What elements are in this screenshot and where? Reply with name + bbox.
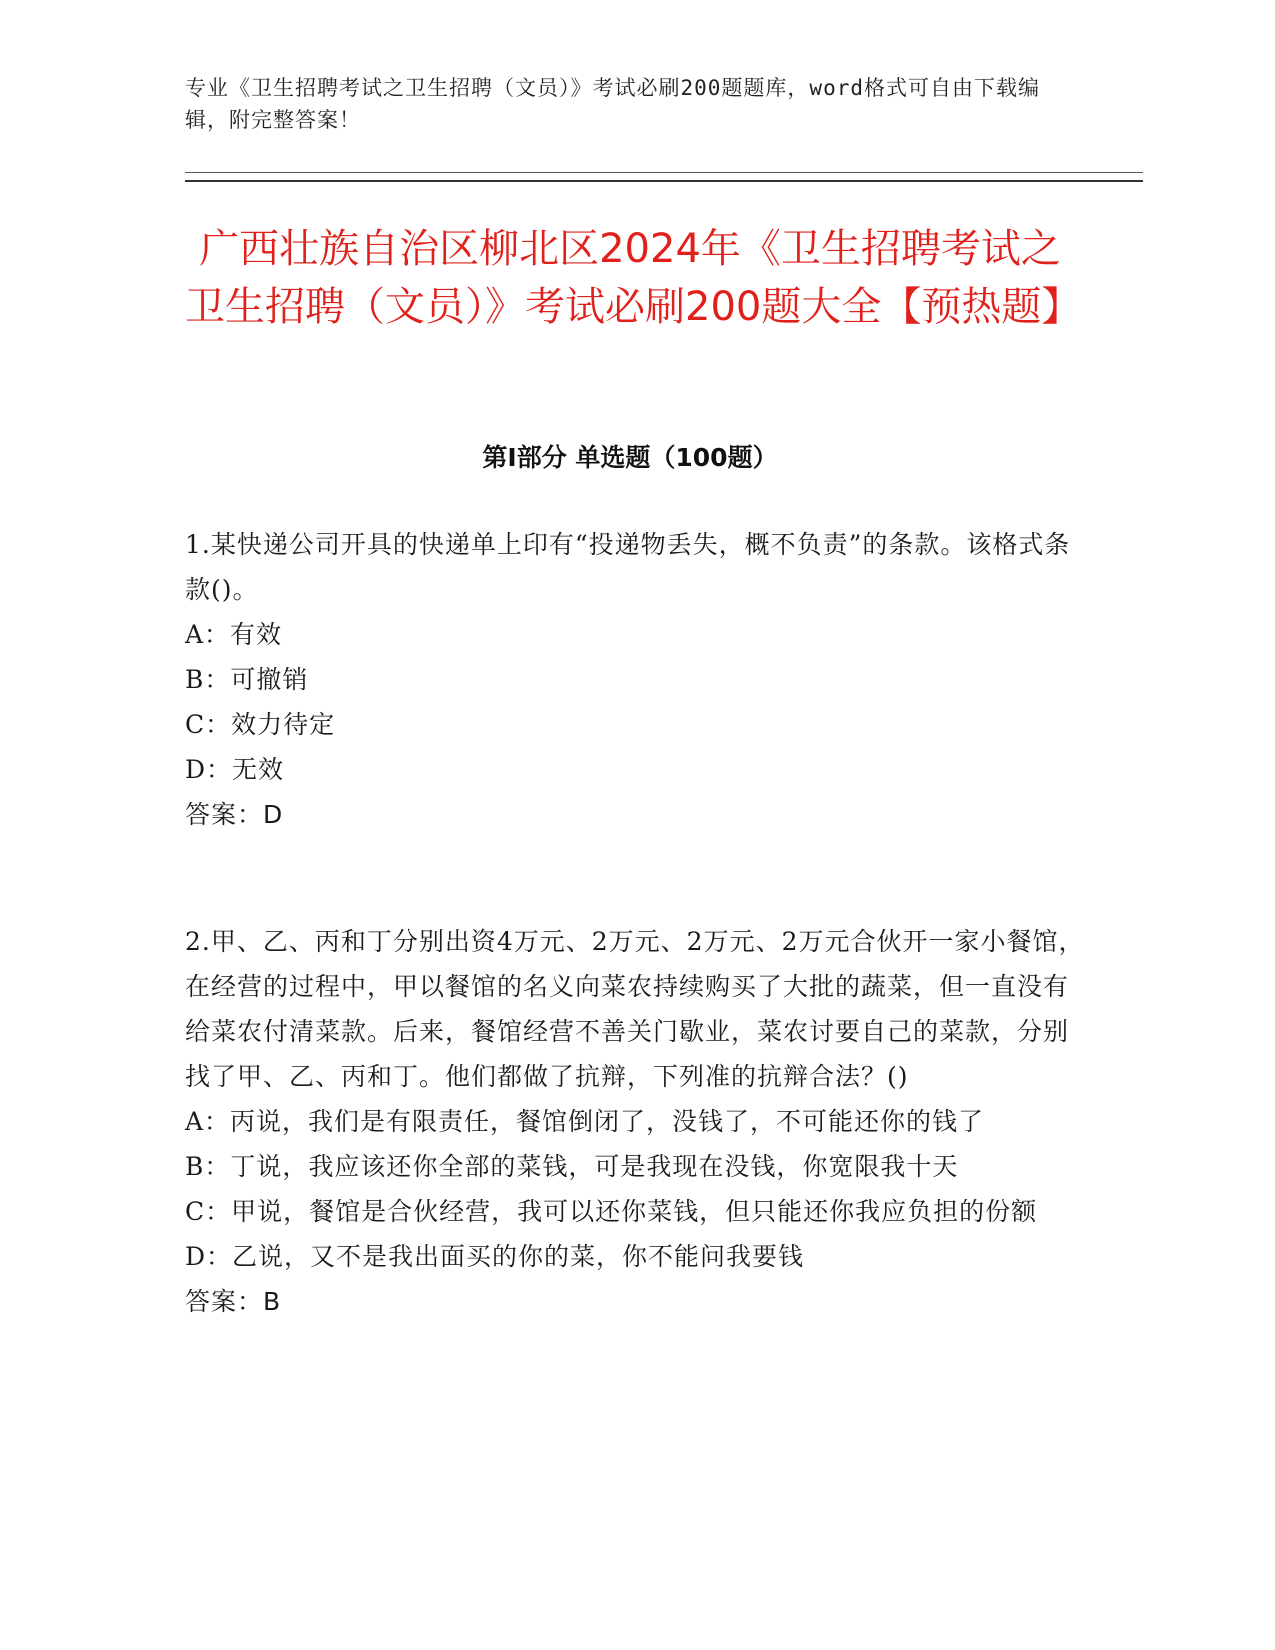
header-note: 专业《卫生招聘考试之卫生招聘（文员）》考试必刷200题题库，word格式可自由下载编辑，附完整答案！ [185,76,1040,132]
answer-label: 答案：D [185,800,284,829]
section-title: 第Ⅰ部分 单选题（100题） [482,443,778,472]
header-divider-thick [185,180,1143,182]
document-title: 广西壮族自治区柳北区2024年《卫生招聘考试之卫生招聘（文员）》考试必刷200题大全【预热题】 [185,226,1082,330]
header-divider-thin [185,172,1143,173]
option-a: A：有效 [185,620,283,649]
option-c: C：效力待定 [185,710,336,739]
option-d: D：乙说，又不是我出面买的你的菜，你不能问我要钱 [185,1242,805,1271]
question-stem: 1.某快递公司开具的快递单上印有“投递物丢失，概不负责”的条款。该格式条款()。 [185,530,1071,604]
option-c: C：甲说，餐馆是合伙经营，我可以还你菜钱，但只能还你我应负担的份额 [185,1197,1038,1226]
answer-label: 答案：B [185,1287,282,1316]
option-b: B：丁说，我应该还你全部的菜钱，可是我现在没钱，你宽限我十天 [185,1152,959,1181]
question-item [185,522,1085,837]
question-list [185,522,1085,1406]
option-a: A：丙说，我们是有限责任，餐馆倒闭了，没钱了，不可能还你的钱了 [185,1107,985,1136]
question-stem: 2.甲、乙、丙和丁分别出资4万元、2万元、2万元、2万元合伙开一家小餐馆，在经营的过程中，甲以餐馆的名义向菜农持续购买了大批的蔬菜，但一直没有给菜农付清菜款。后来，餐馆经营不善关门歇业，菜农讨要自己的菜款，分别找了甲、乙、丙和丁。他们都做了抗辩，下列准的抗辩合法？() [185,927,1085,1091]
option-d: D：无效 [185,755,285,784]
question-item [185,919,1085,1324]
option-b: B：可撤销 [185,665,309,694]
